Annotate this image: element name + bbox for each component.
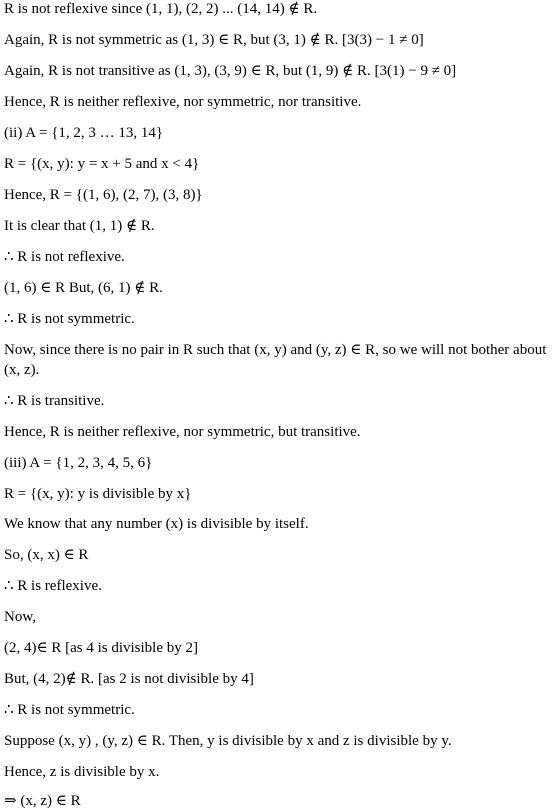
text-line-5: (ii) A = {1, 2, 3 … 13, 14} [4,125,164,141]
text-line-15: (iii) A = {1, 2, 3, 4, 5, 6} [4,455,153,471]
text-line-18: So, (x, x) ∈ R [4,547,89,563]
text-line-6: R = {(x, y): y = x + 5 and x < 4} [4,156,200,172]
text-line-11: ∴ R is not symmetric. [4,311,135,327]
text-line-8: It is clear that (1, 1) ∉ R. [4,218,155,234]
text-line-26: ⇒ (x, z) ∈ R [4,793,81,809]
text-line-7: Hence, R = {(1, 6), (2, 7), (3, 8)} [4,187,203,203]
text-line-21: (2, 4)∈ R [as 4 is divisible by 2] [4,640,199,656]
text-line-19: ∴ R is reflexive. [4,578,102,594]
text-line-12: Now, since there is no pair in R such that (x, y) and (y, z) ∈ R, so we will not bother about (x, z). [4,342,547,378]
text-line-24: Suppose (x, y) , (y, z) ∈ R. Then, y is divisible by x and z is divisible by y. [4,733,452,749]
text-line-3: Again, R is not transitive as (1, 3), (3, 9) ∈ R, but (1, 9) ∉ R. [3(1) − 9 ≠ 0] [4,63,457,79]
text-line-13: ∴ R is transitive. [4,393,105,409]
text-line-14: Hence, R is neither reflexive, nor symmetric, but transitive. [4,424,361,440]
text-line-17: We know that any number (x) is divisible by itself. [4,516,309,532]
text-line-20: Now, [4,609,36,625]
text-line-16: R = {(x, y): y is divisible by x} [4,486,192,502]
text-line-9: ∴ R is not reflexive. [4,249,125,265]
text-line-22: But, (4, 2)∉ R. [as 2 is not divisible by 4] [4,671,254,687]
text-line-2: Again, R is not symmetric as (1, 3) ∈ R, but (3, 1) ∉ R. [3(3) − 1 ≠ 0] [4,32,424,48]
text-line-4: Hence, R is neither reflexive, nor symmetric, nor transitive. [4,94,362,110]
text-line-10: (1, 6) ∈ R But, (6, 1) ∉ R. [4,280,163,296]
text-line-25: Hence, z is divisible by x. [4,764,160,780]
text-line-1: R is not reflexive since (1, 1), (2, 2) ... (14, 14) ∉ R. [4,1,318,17]
text-line-23: ∴ R is not symmetric. [4,702,135,718]
